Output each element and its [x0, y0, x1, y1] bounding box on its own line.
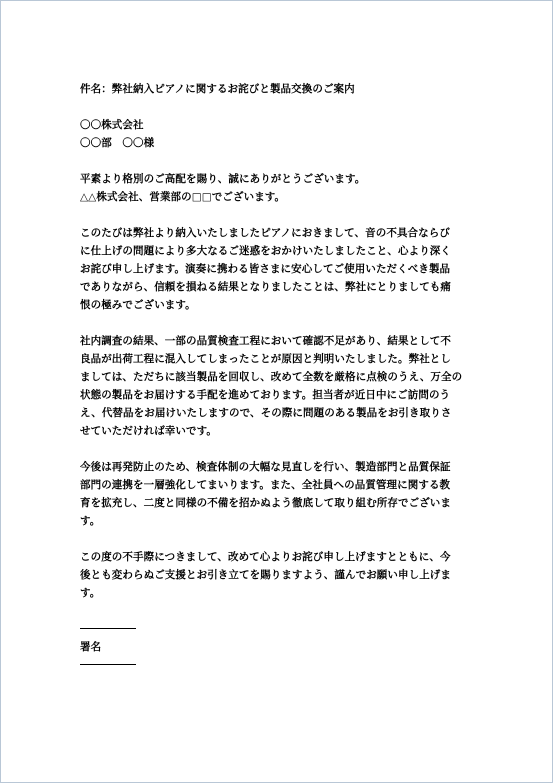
spacer: [80, 602, 482, 620]
spacer: [80, 152, 482, 170]
paragraph-line: 後とも変わらぬご支援とお引き立てを賜りますよう、謹んでお願い申し上げま: [80, 569, 451, 581]
recipient-person: 〇〇部 〇〇様: [80, 137, 155, 149]
spacer: [80, 206, 482, 224]
recipient-company: 〇〇株式会社: [80, 119, 144, 131]
paragraph-line: ましては、ただちに該当製品を回収し、改めて全数を厳格に点検のうえ、万全の: [80, 371, 463, 383]
paragraph-line: 今後は再発防止のため、検査体制の大幅な見直しを行い、製造部門と品質保証: [80, 461, 451, 473]
paragraph-line: 社内調査の結果、一部の品質検査工程において確認不足があり、結果として不: [80, 335, 451, 347]
paragraph-line: このたびは弊社より納入いたしましたピアノにおきまして、音の不具合ならび: [80, 227, 450, 239]
signature-rule-top: [80, 628, 136, 629]
apology-paragraph: [80, 224, 482, 314]
paragraph-line: 育を拡充し、二度と同様の不備を招かぬよう徹底して取り組む所存でございま: [80, 497, 451, 509]
greeting-line: 平素より格別のご高配を賜り、誠にありがとうございます。: [80, 173, 366, 185]
paragraph-line: この度の不手際につきまして、改めて心よりお詫び申し上げますとともに、今: [80, 551, 451, 563]
paragraph-line: す。: [80, 515, 101, 527]
greeting-paragraph: [80, 170, 482, 206]
investigation-paragraph: [80, 332, 482, 440]
letter-body: [80, 80, 482, 674]
paragraph-line: 恨の極みでございます。: [80, 299, 196, 311]
paragraph-line: せていただければ幸いです。: [80, 425, 217, 437]
paragraph-line: でありながら、信頼を損ねる結果となりましたことは、弊社にとりましても痛: [80, 281, 451, 293]
subject-line: 件名：弊社納入ピアノに関するお詫びと製品交換のご案内: [80, 83, 355, 95]
prevention-paragraph: [80, 458, 482, 530]
paragraph-line: に仕上げの問題により多大なるご迷惑をおかけいたしましたこと、心より深く: [80, 245, 451, 257]
signature-rule-bottom: [80, 664, 136, 665]
greeting-line: △△株式会社、営業部の□□でございます。: [80, 191, 286, 203]
paragraph-line: す。: [80, 587, 101, 599]
paragraph-line: え、代替品をお届けいたしますので、その際に問題のある製品をお引き取りさ: [80, 407, 452, 419]
signature-label: 署名: [80, 641, 102, 653]
paragraph-line: 部門の連携を一層強化してまいります。また、全社員への品質管理に関する教: [80, 479, 451, 491]
spacer: [80, 98, 482, 116]
paragraph-line: 状態の製品をお届けする手配を進めております。担当者が近日中にご訪問のう: [80, 389, 451, 401]
paragraph-line: お詫び申し上げます。演奏に携わる皆さまに安心してご使用いただくべき製品: [80, 263, 451, 275]
spacer: [80, 314, 482, 332]
spacer: [80, 530, 482, 548]
spacer: [80, 440, 482, 458]
closing-paragraph: [80, 548, 482, 602]
paragraph-line: 良品が出荷工程に混入してしまったことが原因と判明いたしました。弊社とし: [80, 353, 451, 365]
